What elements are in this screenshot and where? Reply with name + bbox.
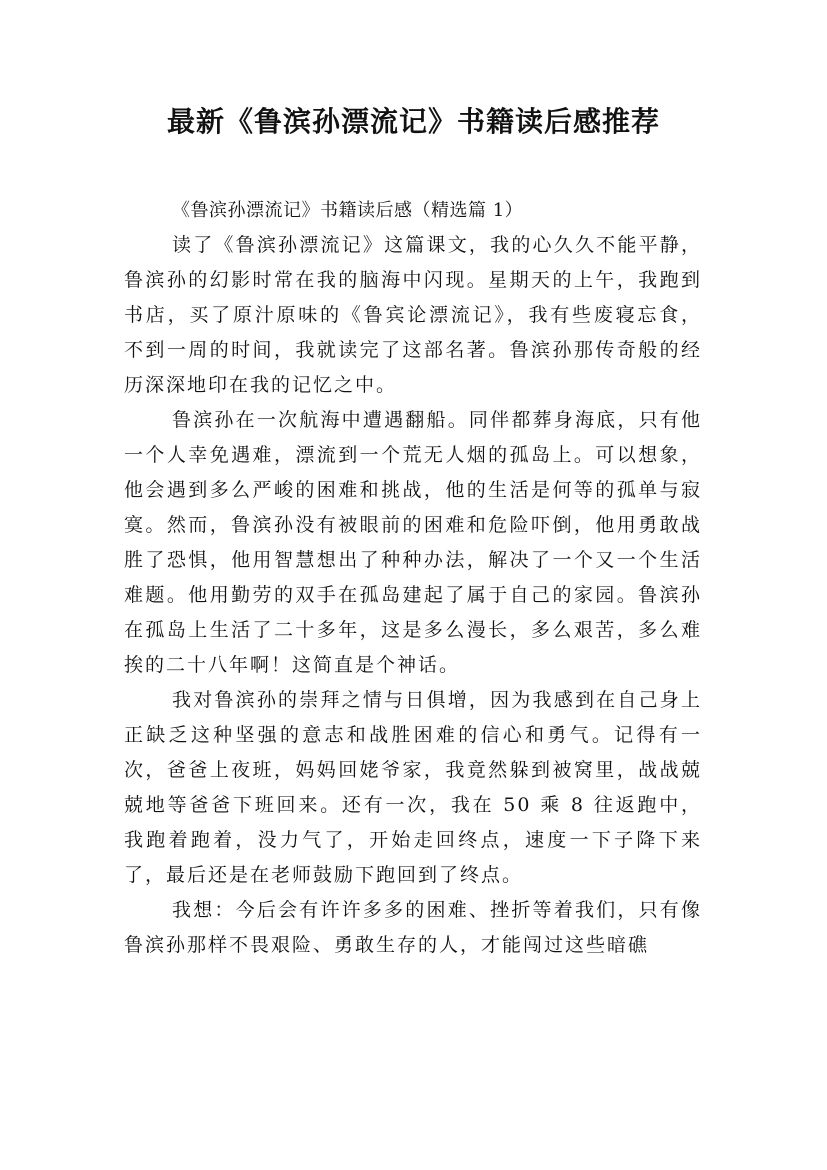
section-subtitle: 《鲁滨孙漂流记》书籍读后感（精选篇 1） (172, 200, 524, 221)
document-title: 最新《鲁滨孙漂流记》书籍读后感推荐 (166, 105, 660, 138)
paragraph-2: 鲁滨孙在一次航海中遭遇翻船。同伴都葬身海底，只有他一个人幸免遇难，漂流到一个荒无人烟的孤岛上。可以想象，他会遇到多么严峻的困难和挑战，他的生活是何等的孤单与寂寞。然而，鲁滨孙没有被眼前的困难和危险吓倒，他用勇敢战胜了恐惧，他用智慧想出了种种办法，解决了一个又一个生活难题。他用勤劳的双手在孤岛建起了属于自己的家园。鲁滨孙在孤岛上生活了二十多年，这是多么漫长，多么艰苦，多么难挨的二十八年啊！这简直是个神话。 (124, 409, 702, 676)
paragraph-3: 我对鲁滨孙的崇拜之情与日俱增，因为我感到在自己身上正缺乏这种坚强的意志和战胜困难的信心和勇气。记得有一次，爸爸上夜班，妈妈回姥爷家，我竟然躲到被窝里，战战兢兢地等爸爸下班回来。还有一次，我在 50 乘 8 往返跑中，我跑着跑着，没力气了，开始走回终点，速度一下子降下来了，最后还是在老师鼓励下跑回到了终点。 (124, 689, 702, 886)
paragraph-1: 读了《鲁滨孙漂流记》这篇课文，我的心久久不能平静，鲁滨孙的幻影时常在我的脑海中闪现。星期天的上午，我跑到书店，买了原汁原味的《鲁宾论漂流记》，我有些废寝忘食，不到一周的时间，我就读完了这部名著。鲁滨孙那传奇般的经历深深地印在我的记忆之中。 (124, 234, 702, 396)
paragraph-4: 我想：今后会有许许多多的困难、挫折等着我们，只有像鲁滨孙那样不畏艰险、勇敢生存的人，才能闯过这些暗礁 (124, 899, 702, 956)
document-body (124, 193, 702, 963)
